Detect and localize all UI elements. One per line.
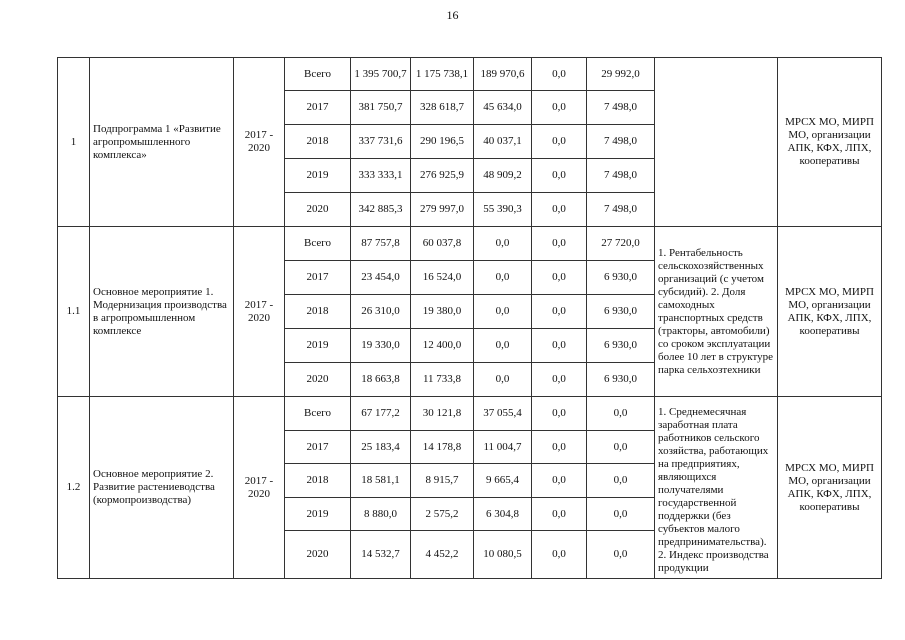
year-label: 2020: [285, 363, 351, 397]
table-row: [58, 227, 882, 261]
amount-v2: 12 400,0: [411, 329, 474, 363]
amount-v3: 48 909,2: [474, 159, 532, 193]
amount-v1: 67 177,2: [351, 397, 411, 431]
amount-v3: 55 390,3: [474, 193, 532, 227]
amount-v1: 18 663,8: [351, 363, 411, 397]
amount-v5: 0,0: [587, 397, 655, 431]
activity-name: Основное мероприятие 2. Развитие растениеводства (кормопроизводства): [90, 397, 234, 579]
amount-v2: 60 037,8: [411, 227, 474, 261]
amount-v5: 0,0: [587, 498, 655, 531]
page-number: 16: [446, 8, 459, 22]
amount-v4: 0,0: [532, 58, 587, 91]
amount-v5: 27 720,0: [587, 227, 655, 261]
amount-v2: 14 178,8: [411, 431, 474, 464]
amount-v4: 0,0: [532, 363, 587, 397]
year-label: 2019: [285, 498, 351, 531]
amount-v1: 19 330,0: [351, 329, 411, 363]
year-label: 2020: [285, 193, 351, 227]
responsible: МРСХ МО, МИРП МО, организации АПК, КФХ, ЛПХ, кооперативы: [778, 58, 882, 227]
activity-name: Подпрограмма 1 «Развитие агропромышленного комплекса»: [90, 58, 234, 227]
year-label: Всего: [285, 397, 351, 431]
year-label: 2018: [285, 125, 351, 159]
year-label: 2019: [285, 329, 351, 363]
year-label: Всего: [285, 227, 351, 261]
amount-v4: 0,0: [532, 193, 587, 227]
amount-v1: 18 581,1: [351, 464, 411, 498]
year-label: Всего: [285, 58, 351, 91]
amount-v1: 337 731,6: [351, 125, 411, 159]
amount-v2: 290 196,5: [411, 125, 474, 159]
amount-v5: 7 498,0: [587, 125, 655, 159]
year-label: 2018: [285, 464, 351, 498]
amount-v2: 1 175 738,1: [411, 58, 474, 91]
amount-v5: 6 930,0: [587, 261, 655, 295]
amount-v3: 0,0: [474, 261, 532, 295]
amount-v3: 0,0: [474, 329, 532, 363]
amount-v1: 26 310,0: [351, 295, 411, 329]
amount-v4: 0,0: [532, 261, 587, 295]
amount-v5: 0,0: [587, 431, 655, 464]
amount-v5: 6 930,0: [587, 295, 655, 329]
amount-v4: 0,0: [532, 431, 587, 464]
amount-v2: 4 452,2: [411, 531, 474, 579]
amount-v2: 279 997,0: [411, 193, 474, 227]
amount-v3: 6 304,8: [474, 498, 532, 531]
year-label: 2018: [285, 295, 351, 329]
amount-v1: 333 333,1: [351, 159, 411, 193]
period: 2017 - 2020: [234, 397, 285, 579]
amount-v4: 0,0: [532, 227, 587, 261]
amount-v3: 45 634,0: [474, 91, 532, 125]
indicators: 1. Среднемесячная заработная плата работников сельского хозяйства, работающих на предприятиях, являющихся получателями государственной поддержки (без субъектов малого предпринимательства). 2. Индекс производства продукции: [655, 397, 778, 579]
amount-v5: 7 498,0: [587, 193, 655, 227]
responsible: МРСХ МО, МИРП МО, организации АПК, КФХ, ЛПХ, кооперативы: [778, 397, 882, 579]
year-label: 2017: [285, 261, 351, 295]
amount-v5: 6 930,0: [587, 329, 655, 363]
indicators: 1. Рентабельность сельскохозяйственных организаций (с учетом субсидий). 2. Доля самоходных транспортных средств (тракторы, автомобили) со сроком эксплуатации более 10 лет в структуре парка сельхозтехники: [655, 227, 778, 397]
responsible: МРСХ МО, МИРП МО, организации АПК, КФХ, ЛПХ, кооперативы: [778, 227, 882, 397]
amount-v3: 11 004,7: [474, 431, 532, 464]
row-number: 1: [58, 58, 90, 227]
amount-v3: 40 037,1: [474, 125, 532, 159]
amount-v4: 0,0: [532, 531, 587, 579]
amount-v3: 0,0: [474, 295, 532, 329]
amount-v3: 10 080,5: [474, 531, 532, 579]
amount-v4: 0,0: [532, 498, 587, 531]
amount-v3: 37 055,4: [474, 397, 532, 431]
period: 2017 - 2020: [234, 58, 285, 227]
amount-v1: 25 183,4: [351, 431, 411, 464]
amount-v2: 8 915,7: [411, 464, 474, 498]
amount-v2: 11 733,8: [411, 363, 474, 397]
amount-v4: 0,0: [532, 397, 587, 431]
amount-v4: 0,0: [532, 329, 587, 363]
row-number: 1.2: [58, 397, 90, 579]
row-number: 1.1: [58, 227, 90, 397]
amount-v4: 0,0: [532, 91, 587, 125]
amount-v4: 0,0: [532, 159, 587, 193]
amount-v5: 7 498,0: [587, 91, 655, 125]
year-label: 2017: [285, 431, 351, 464]
amount-v5: 7 498,0: [587, 159, 655, 193]
amount-v1: 23 454,0: [351, 261, 411, 295]
year-label: 2017: [285, 91, 351, 125]
amount-v1: 87 757,8: [351, 227, 411, 261]
amount-v3: 0,0: [474, 227, 532, 261]
amount-v2: 328 618,7: [411, 91, 474, 125]
amount-v2: 276 925,9: [411, 159, 474, 193]
amount-v5: 0,0: [587, 531, 655, 579]
indicators: [655, 58, 778, 227]
amount-v1: 8 880,0: [351, 498, 411, 531]
year-label: 2019: [285, 159, 351, 193]
amount-v3: 189 970,6: [474, 58, 532, 91]
amount-v2: 30 121,8: [411, 397, 474, 431]
amount-v1: 381 750,7: [351, 91, 411, 125]
table-body: [58, 58, 882, 579]
amount-v3: 9 665,4: [474, 464, 532, 498]
table-row: [58, 397, 882, 431]
amount-v1: 1 395 700,7: [351, 58, 411, 91]
amount-v5: 29 992,0: [587, 58, 655, 91]
year-label: 2020: [285, 531, 351, 579]
amount-v1: 14 532,7: [351, 531, 411, 579]
amount-v4: 0,0: [532, 125, 587, 159]
amount-v4: 0,0: [532, 295, 587, 329]
program-table: [57, 57, 882, 579]
amount-v2: 19 380,0: [411, 295, 474, 329]
amount-v5: 0,0: [587, 464, 655, 498]
amount-v4: 0,0: [532, 464, 587, 498]
amount-v5: 6 930,0: [587, 363, 655, 397]
amount-v3: 0,0: [474, 363, 532, 397]
activity-name: Основное мероприятие 1. Модернизация производства в агропромышленном комплексе: [90, 227, 234, 397]
table-row: [58, 58, 882, 91]
amount-v1: 342 885,3: [351, 193, 411, 227]
amount-v2: 2 575,2: [411, 498, 474, 531]
period: 2017 - 2020: [234, 227, 285, 397]
amount-v2: 16 524,0: [411, 261, 474, 295]
